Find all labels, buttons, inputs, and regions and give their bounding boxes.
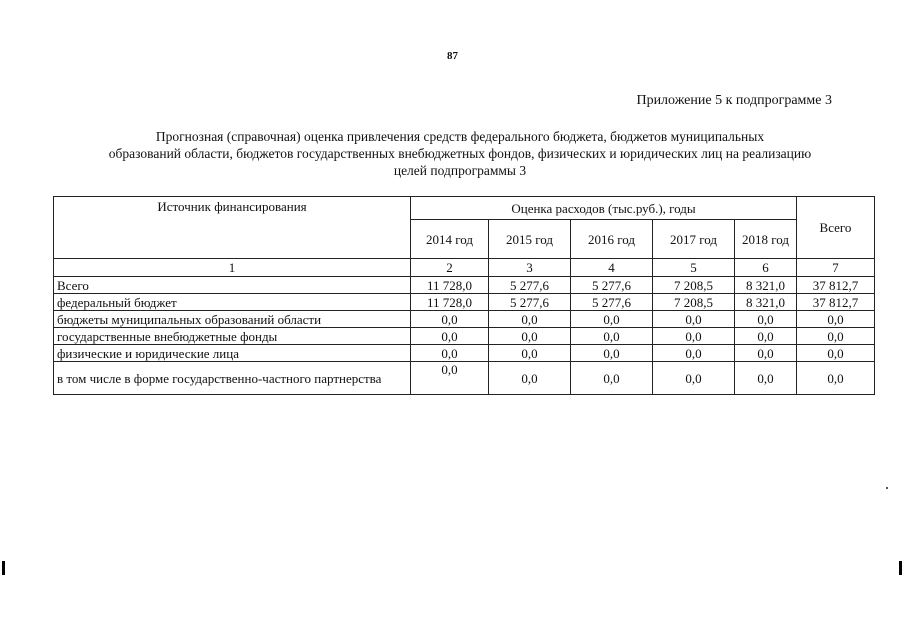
table-row bbox=[54, 311, 875, 328]
column-number: 5 bbox=[653, 259, 735, 277]
page-number: 87 bbox=[447, 50, 458, 62]
scan-edge-mark bbox=[899, 561, 902, 575]
cell-value: 11 728,0 bbox=[411, 277, 489, 294]
cell-value: 0,0 bbox=[411, 311, 489, 328]
header-year: 2014 год bbox=[411, 220, 489, 259]
cell-value: 0,0 bbox=[571, 311, 653, 328]
cell-value: 0,0 bbox=[411, 362, 489, 395]
cell-value: 0,0 bbox=[489, 345, 571, 362]
cell-value: 5 277,6 bbox=[571, 277, 653, 294]
cell-value: 0,0 bbox=[735, 328, 797, 345]
cell-value: 8 321,0 bbox=[735, 294, 797, 311]
cell-value: 7 208,5 bbox=[653, 277, 735, 294]
cell-value: 5 277,6 bbox=[571, 294, 653, 311]
column-number: 6 bbox=[735, 259, 797, 277]
cell-value: 0,0 bbox=[411, 328, 489, 345]
row-name: федеральный бюджет bbox=[54, 294, 411, 311]
cell-value: 0,0 bbox=[797, 311, 875, 328]
table-row bbox=[54, 362, 875, 395]
header-year: 2015 год bbox=[489, 220, 571, 259]
cell-value: 11 728,0 bbox=[411, 294, 489, 311]
column-number: 3 bbox=[489, 259, 571, 277]
cell-value: 0,0 bbox=[735, 345, 797, 362]
cell-value: 0,0 bbox=[797, 345, 875, 362]
cell-value: 0,0 bbox=[797, 328, 875, 345]
title-line: Прогнозная (справочная) оценка привлечения средств федерального бюджета, бюджетов муниципальных bbox=[155, 129, 765, 144]
header-total: Всего bbox=[797, 197, 875, 259]
cell-value: 0,0 bbox=[653, 328, 735, 345]
cell-value: 0,0 bbox=[489, 328, 571, 345]
header-source: Источник финансирования bbox=[54, 197, 411, 259]
table-row bbox=[54, 277, 875, 294]
cell-value: 0,0 bbox=[489, 362, 571, 395]
cell-value: 0,0 bbox=[411, 345, 489, 362]
title-line: образований области, бюджетов государственных внебюджетных фондов, физических и юридических лиц на реализацию bbox=[108, 146, 812, 161]
column-number: 2 bbox=[411, 259, 489, 277]
cell-value: 7 208,5 bbox=[653, 294, 735, 311]
header-year: 2016 год bbox=[571, 220, 653, 259]
cell-value: 0,0 bbox=[653, 345, 735, 362]
cell-value: 37 812,7 bbox=[797, 277, 875, 294]
appendix-label: Приложение 5 к подпрограмме 3 bbox=[636, 93, 832, 108]
cell-value: 5 277,6 bbox=[489, 277, 571, 294]
cell-value: 0,0 bbox=[571, 345, 653, 362]
cell-value: 0,0 bbox=[489, 311, 571, 328]
row-name: бюджеты муниципальных образований области bbox=[54, 311, 411, 328]
header-year: 2018 год bbox=[735, 220, 797, 259]
cell-value: 0,0 bbox=[653, 362, 735, 395]
cell-value: 0,0 bbox=[571, 362, 653, 395]
column-number: 7 bbox=[797, 259, 875, 277]
row-name: в том числе в форме государственно-частного партнерства bbox=[54, 362, 411, 395]
scan-edge-mark bbox=[2, 561, 5, 575]
cell-value: 5 277,6 bbox=[489, 294, 571, 311]
document-title bbox=[50, 128, 870, 179]
header-estimate: Оценка расходов (тыс.руб.), годы bbox=[411, 197, 797, 220]
column-number: 1 bbox=[54, 259, 411, 277]
column-number: 4 bbox=[571, 259, 653, 277]
table-row bbox=[54, 328, 875, 345]
header-year: 2017 год bbox=[653, 220, 735, 259]
row-name: физические и юридические лица bbox=[54, 345, 411, 362]
cell-value: 0,0 bbox=[571, 328, 653, 345]
cell-value: 0,0 bbox=[735, 311, 797, 328]
table-row bbox=[54, 294, 875, 311]
cell-value: 8 321,0 bbox=[735, 277, 797, 294]
scan-speck bbox=[886, 487, 888, 489]
cell-value: 0,0 bbox=[735, 362, 797, 395]
financing-table bbox=[53, 196, 875, 395]
cell-value: 0,0 bbox=[797, 362, 875, 395]
row-name: государственные внебюджетные фонды bbox=[54, 328, 411, 345]
table-header-row bbox=[54, 197, 875, 220]
cell-value: 37 812,7 bbox=[797, 294, 875, 311]
column-number-row bbox=[54, 259, 875, 277]
title-line: целей подпрограммы 3 bbox=[393, 163, 527, 178]
cell-value: 0,0 bbox=[653, 311, 735, 328]
row-name: Всего bbox=[54, 277, 411, 294]
table-row bbox=[54, 345, 875, 362]
